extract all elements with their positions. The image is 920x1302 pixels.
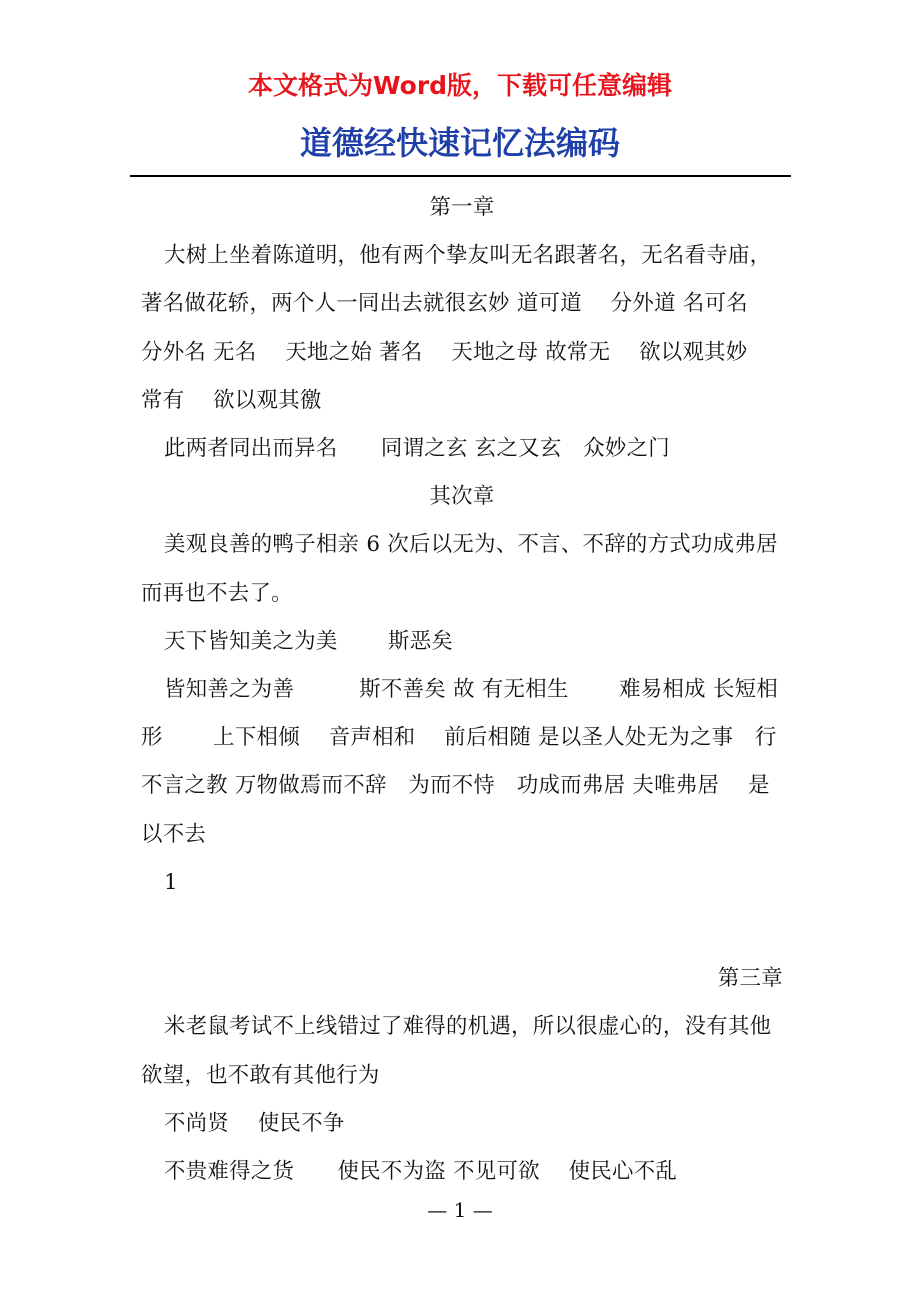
chapter-2-heading: 其次章 bbox=[429, 484, 495, 510]
chapter-3-heading: 第三章 bbox=[717, 966, 783, 992]
chapter-2-text-line-2: 皆知善之为善 斯不善矣 故 有无相生 难易相成 长短相形 上下相倾 音声相和 前后相随 是以圣人处无为之事 行不言之教 万物做焉而不辞 为而不恃 功成而弗居 夫唯弗居 是以不去 bbox=[141, 677, 779, 847]
page-footer-number: — 1 — bbox=[427, 1198, 493, 1222]
title-divider bbox=[130, 175, 791, 177]
inline-page-number: 1 bbox=[164, 869, 178, 895]
chapter-3-text-line-2: 不贵难得之货 使民不为盗 不见可欲 使民心不乱 bbox=[164, 1159, 678, 1185]
chapter-1-text: 此两者同出而异名 同谓之玄 玄之又玄 众妙之门 bbox=[164, 436, 670, 462]
chapter-1-story: 大树上坐着陈道明，他有两个挚友叫无名跟著名，无名看寺庙，著名做花轿，两个人一同出去就很玄妙 道可道 分外道 名可名 分外名 无名 天地之始 著名 天地之母 故常无 欲以观其妙 常有 欲以观其徼 bbox=[141, 243, 777, 413]
chapter-1-heading: 第一章 bbox=[429, 195, 495, 220]
chapter-2-text-line-1: 天下皆知美之为美 斯恶矣 bbox=[164, 628, 454, 654]
chapter-3-story: 米老鼠考试不上线错过了难得的机遇，所以很虚心的，没有其他欲望，也不敢有其他行为 bbox=[141, 1014, 772, 1088]
document-body bbox=[141, 184, 783, 1196]
chapter-3-text-line-1: 不尚贤 使民不争 bbox=[164, 1110, 345, 1136]
page-break-gap bbox=[141, 907, 783, 955]
document-title: 道德经快速记忆法编码 bbox=[299, 124, 620, 162]
download-notice-banner: 本文格式为Word版，下载可任意编辑 bbox=[247, 71, 673, 100]
chapter-2-story: 美观良善的鸭子相亲 6 次后以无为、不言、不辞的方式功成弗居而再也不去了。 bbox=[141, 532, 778, 606]
